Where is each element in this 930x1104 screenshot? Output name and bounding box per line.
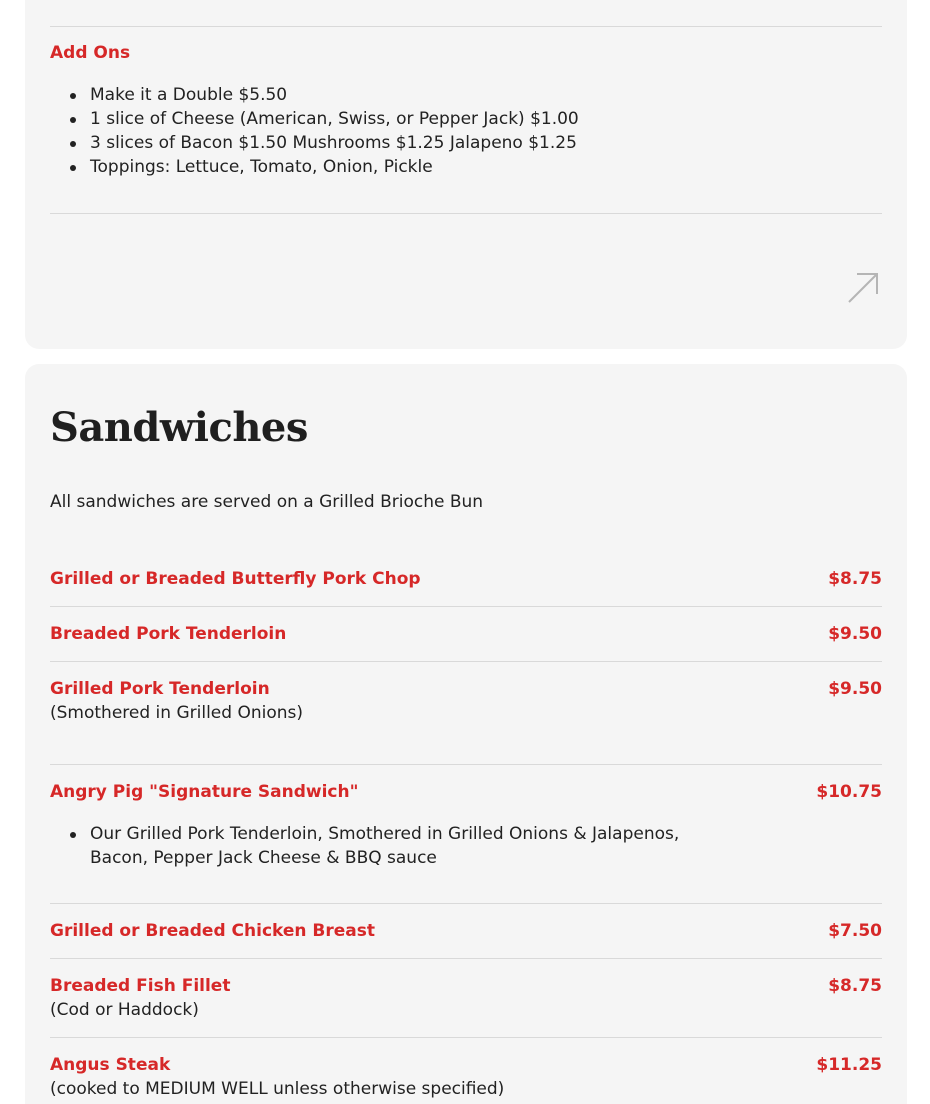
item-note: (Cod or Haddock) xyxy=(50,1000,199,1020)
list-item: Toppings: Lettuce, Tomato, Onion, Pickle xyxy=(90,155,579,179)
sandwiches-card xyxy=(25,364,907,1104)
item-price: $11.25 xyxy=(816,1055,882,1075)
list-item: Our Grilled Pork Tenderloin, Smothered in Grilled Onions & Jalapenos, Bacon, Pepper Jack Cheese & BBQ sauce xyxy=(90,822,710,870)
item-name: Grilled Pork Tenderloin xyxy=(50,679,270,699)
divider xyxy=(50,606,882,607)
list-item: 3 slices of Bacon $1.50 Mushrooms $1.25 Jalapeno $1.25 xyxy=(90,133,577,153)
menu-item xyxy=(50,974,882,1022)
divider xyxy=(50,958,882,959)
item-note: (cooked to MEDIUM WELL unless otherwise specified) xyxy=(50,1079,505,1099)
arrow-up-right-icon[interactable] xyxy=(845,270,881,306)
divider xyxy=(50,1037,882,1038)
menu-item xyxy=(50,919,882,943)
section-intro: All sandwiches are served on a Grilled Brioche Bun xyxy=(50,492,484,512)
item-name: Grilled or Breaded Butterfly Pork Chop xyxy=(50,569,421,589)
item-price: $8.75 xyxy=(828,976,882,996)
divider xyxy=(50,26,882,27)
addons-title: Add Ons xyxy=(50,43,131,63)
item-price: $9.50 xyxy=(828,679,882,699)
addons-list xyxy=(90,83,579,179)
item-price: $10.75 xyxy=(816,782,882,802)
item-name: Angus Steak xyxy=(50,1055,171,1075)
item-name: Breaded Pork Tenderloin xyxy=(50,624,287,644)
item-name: Breaded Fish Fillet xyxy=(50,976,231,996)
menu-item xyxy=(50,622,882,646)
menu-item xyxy=(50,567,882,591)
item-name: Grilled or Breaded Chicken Breast xyxy=(50,921,376,941)
item-description-list xyxy=(90,822,710,870)
divider xyxy=(50,213,882,214)
divider xyxy=(50,903,882,904)
divider xyxy=(50,661,882,662)
item-price: $8.75 xyxy=(828,569,882,589)
menu-item xyxy=(50,677,882,725)
item-price: $7.50 xyxy=(828,921,882,941)
divider xyxy=(50,764,882,765)
addons-card xyxy=(25,0,907,349)
list-item: Make it a Double $5.50 xyxy=(90,83,579,107)
section-title: Sandwiches xyxy=(50,404,308,451)
item-note: (Smothered in Grilled Onions) xyxy=(50,703,303,723)
menu-item xyxy=(50,780,882,868)
item-name: Angry Pig "Signature Sandwich" xyxy=(50,782,359,802)
menu-item xyxy=(50,1053,882,1101)
item-price: $9.50 xyxy=(828,624,882,644)
list-item: 1 slice of Cheese (American, Swiss, or Pepper Jack) $1.00 xyxy=(90,109,579,129)
